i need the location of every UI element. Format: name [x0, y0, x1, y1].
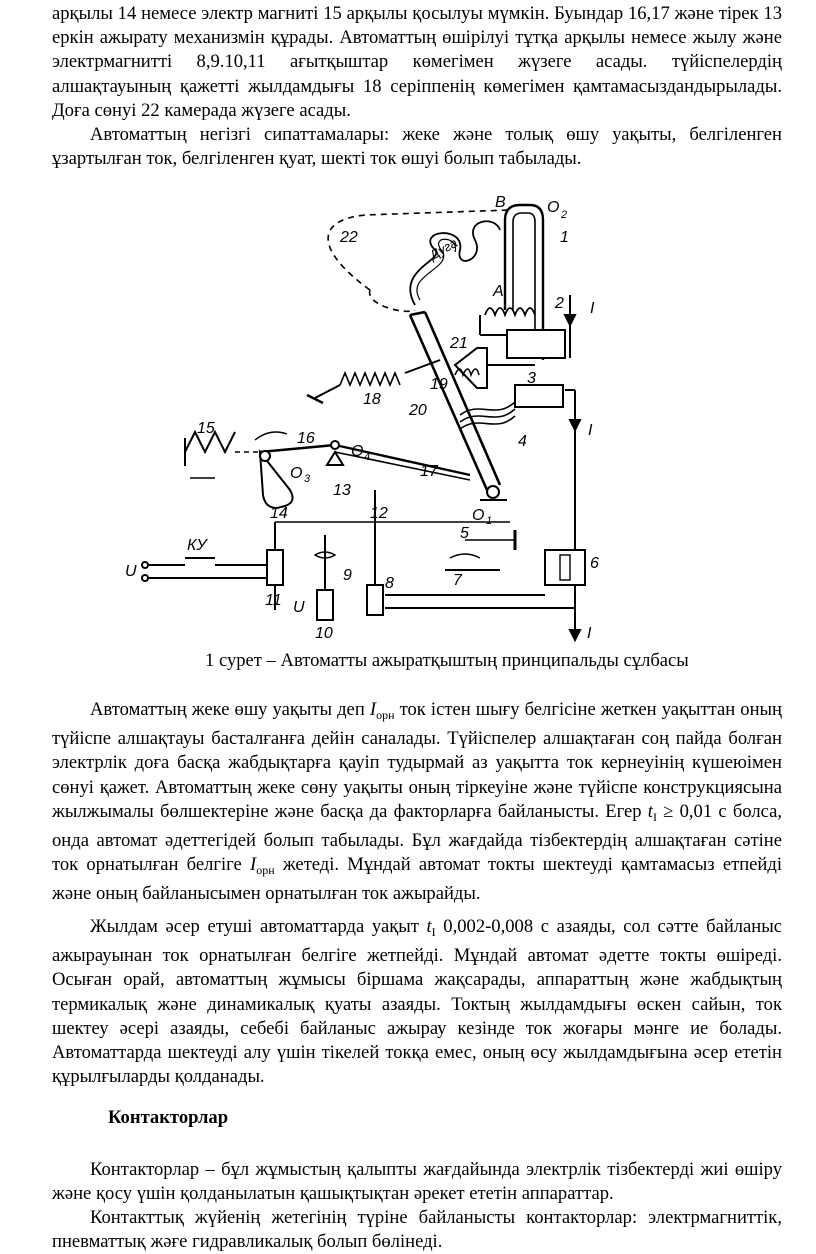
label-O1: O — [472, 507, 485, 524]
label-O1-sub: 1 — [486, 515, 493, 527]
subscript-I: I — [652, 809, 657, 824]
section-heading: Контакторлар — [108, 1107, 229, 1128]
label-A: A — [493, 283, 504, 300]
label-16: 16 — [297, 430, 315, 447]
paragraph-switch-off-time — [52, 698, 782, 907]
circuit-breaker-diagram — [115, 190, 695, 645]
label-O3-sub: 3 — [304, 473, 311, 485]
text-segment: Автоматтың жеке өшу уақыты деп — [90, 699, 370, 720]
label-O4: O — [351, 443, 364, 460]
label-U-left: U — [125, 563, 137, 580]
label-12: 12 — [370, 505, 388, 522]
symbol-t: t — [647, 800, 653, 822]
label-KU: КУ — [187, 537, 207, 554]
label-15: 15 — [197, 420, 215, 437]
label-O3: O — [290, 465, 303, 482]
label-14: 14 — [270, 505, 288, 522]
label-2: 2 — [555, 295, 564, 312]
label-7: 7 — [453, 572, 462, 589]
label-19: 19 — [430, 376, 448, 393]
label-17: 17 — [420, 463, 438, 480]
label-U-bottom: U — [293, 599, 305, 616]
text-segment: Жылдам әсер етуші автоматтарда уақыт — [90, 916, 427, 937]
text-segment: ≥ 0,01 с болса, онда автомат әдеттегідей болып табылады. Бұл жағдайда тізбектердің алшақтаған сәтіне ток орнатылған белгіге — [52, 800, 783, 876]
label-21: 21 — [450, 335, 468, 352]
label-O2: O — [547, 199, 560, 216]
label-11: 11 — [265, 592, 282, 609]
label-I-bottom: I — [587, 625, 592, 642]
label-O2-sub: 2 — [561, 209, 568, 221]
label-8: 8 — [385, 575, 394, 592]
paragraph-fast-acting — [52, 915, 782, 1089]
label-18: 18 — [363, 391, 381, 408]
label-3: 3 — [527, 370, 536, 387]
label-duga: Дуга — [427, 234, 460, 263]
symbol-I: I — [250, 854, 257, 876]
symbol-I: I — [369, 699, 377, 720]
text-segment: жетеді. Мұндай автомат токты шектеуді қамтамасыз етпейді және оның байланысымен орнатылған ток ажырайды. — [52, 854, 782, 905]
label-1: 1 — [560, 229, 569, 246]
paragraph-characteristics: Автоматтың негізгі сипаттамалары: жеке және толық өшу уақыты, белгіленген ұзартылған ток, белгіленген қуат, шекті ток өшуі болып табылады. — [52, 124, 782, 170]
text-segment: 0,002-0,008 с азаяды, сол сәтте байланыс ажырауынан ток орнатылған белгіге жетпейді. Мұндай автомат әдетте токты өшіреді. Осыған орай, автоматтың жұмысы біршама жақсарады, аппараттың және жабдықтың термикалық және динамикалық қуаты азаяды. Токтың жылдамдығы өскен сайын, ток шектеу әсері азаяды, себебі байланыс ажырау кезінде ток жоғары мәнге ие болады. Автоматтарда шектеуді алу үшін тікелей токқа емес, оның өсу жылдамдығына әсер ететін құрылғыларды қолданады. — [52, 916, 782, 1088]
label-I-mid: I — [588, 422, 593, 439]
subscript-orn: орн — [376, 708, 395, 722]
label-5: 5 — [460, 525, 469, 542]
label-6: 6 — [590, 555, 599, 572]
paragraph-contactors-types: Контакттық жүйенің жетегінің түріне байланысты контакторлар: электрмагниттік, пневматтық жәғе гидравликалық болып бөлінеді. — [52, 1207, 782, 1253]
label-B: B — [495, 194, 506, 211]
label-20: 20 — [409, 402, 427, 419]
label-10: 10 — [315, 625, 333, 642]
label-O4-sub: 4 — [364, 451, 371, 463]
text-segment: ток істен шығу белгісіне жеткен уақыттан оның түйіспе алшақтауы басталғанға дейін саналады. Түйіспелер алшақтаған соң пайда болған электрлік доға басқа жабдықтарға қауіп тудырмай аз уақытта ток кернеуінің күшеюімен сөнуі қажет. Автоматтың жеке сөну уақыты оның тіркеуіне және түйіспе конструкциясына жылжымалы бөлшектеріне және басқа да факторларға байланысты. Егер — [52, 699, 782, 822]
subscript-orn: орн — [256, 863, 275, 878]
symbol-t: t — [426, 916, 432, 937]
subscript-I: I — [431, 925, 436, 939]
label-22: 22 — [340, 229, 358, 246]
label-I-top: I — [590, 300, 595, 317]
label-13: 13 — [333, 482, 351, 499]
label-9: 9 — [343, 567, 352, 584]
figure-caption: 1 сурет – Автоматты ажыратқыштың принципальды сұлбасы — [205, 650, 689, 671]
label-4: 4 — [518, 433, 527, 450]
paragraph-contactors-def: Контакторлар – бұл жұмыстың қалыпты жағдайында электрлік тізбектерді жиі өшіру және қосу үшін қолданылатын қашықтықтан әрекет ететін аппараттар. — [52, 1159, 782, 1205]
paragraph-intro: арқылы 14 немесе электр магниті 15 арқылы қосылуы мүмкін. Буындар 16,17 және тірек 13 еркін ажырату механизмін құрады. Автоматтың өшірілуі тұтқа арқылы немесе жылу және электрмагнитті 8,9.10,11 ағытқыштар көмегімен жүзеге асады. түйіспелердің алшақтауының қажетті жылдамдығы 18 серіппенің көмегімен қамтамасыздандырылады. Доға сөнуі 22 камерада жүзеге асады. — [52, 3, 782, 121]
